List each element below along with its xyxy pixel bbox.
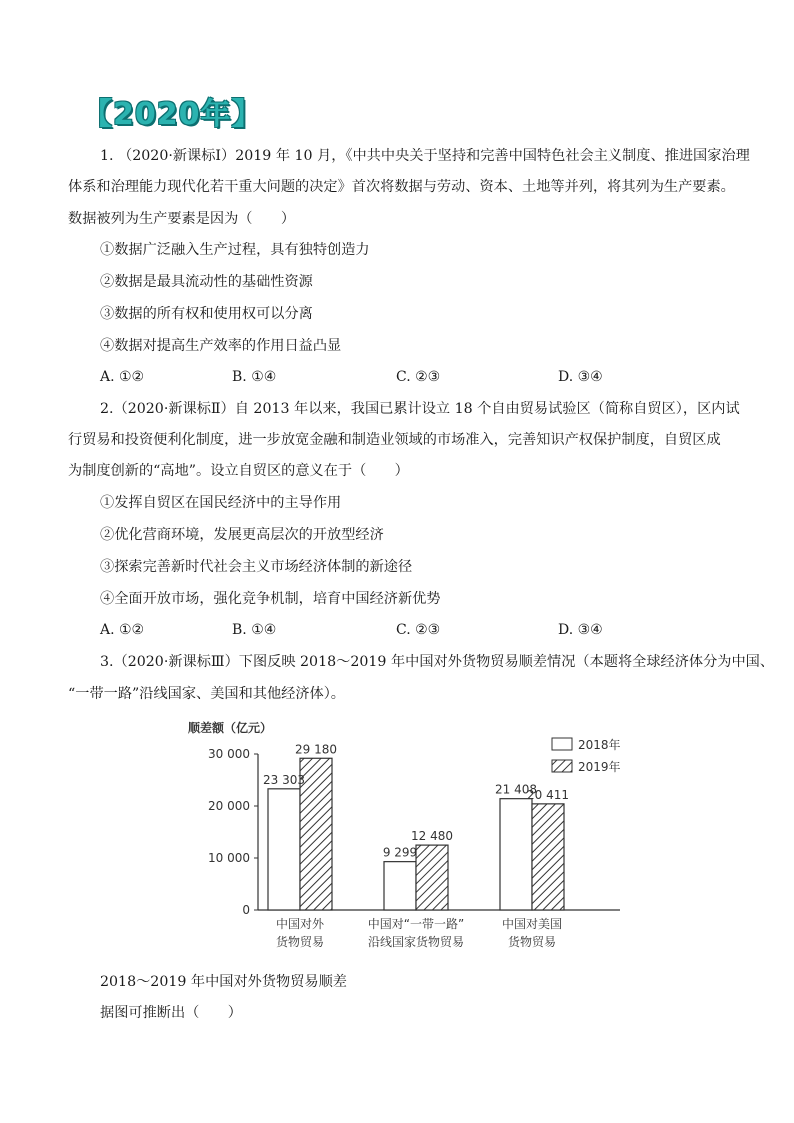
x-category-label: 中国对美国 [501, 917, 563, 931]
bar-value-label: 23 303 [263, 772, 305, 787]
bar-2018-group-2 [384, 862, 416, 910]
x-category-label: 沿线国家货物贸易 [367, 935, 465, 949]
q1-option-c: C. ②③ [396, 369, 441, 385]
bar-value-label: 29 180 [295, 742, 337, 757]
q1-item-2: ②数据是最具流动性的基础性资源 [100, 274, 313, 290]
q2-stem-line-1: 2.（2020·新课标Ⅱ）自 2013 年以来，我国已累计设立 18 个自由贸易试验区（简称自贸区），区内试 [100, 401, 740, 417]
chart-caption: 2018～2019 年中国对外货物贸易顺差 [100, 974, 347, 990]
q1-option-a: A. ①② [100, 369, 145, 385]
q1-option-d: D. ③④ [558, 369, 603, 385]
q2-option-c: C. ②③ [396, 622, 441, 638]
bar-2019-group-2 [416, 845, 448, 910]
bar-value-label: 9 299 [382, 845, 418, 860]
bar-value-label: 21 408 [495, 782, 537, 797]
q1-stem-line-3: 数据被列为生产要素是因为（ ） [68, 211, 296, 227]
bar-2018-group-3 [500, 799, 532, 910]
y-tick-label: 20 000 [208, 799, 250, 813]
legend-swatch [552, 760, 572, 772]
q1-item-4: ④数据对提高生产效率的作用日益凸显 [100, 338, 342, 354]
q1-item-1: ①数据广泛融入生产过程，具有独特创造力 [100, 242, 370, 258]
q2-option-b: B. ①④ [232, 622, 277, 638]
x-category-label: 中国对外 [275, 917, 325, 931]
q3-prompt: 据图可推断出（ ） [100, 1005, 242, 1021]
q2-option-d: D. ③④ [558, 622, 603, 638]
legend-label: 2018年 [578, 738, 621, 752]
q1-stem-line-1: 1. （2020·新课标Ⅰ）2019 年 10 月，《中共中央关于坚持和完善中国特色社会主义制度、推进国家治理 [100, 148, 750, 164]
bar-value-label: 12 480 [411, 829, 453, 844]
q2-option-a: A. ①② [100, 622, 145, 638]
y-tick-label: 0 [242, 903, 250, 917]
q2-item-3: ③探索完善新时代社会主义市场经济体制的新途径 [100, 559, 413, 575]
q2-item-4: ④全面开放市场，强化竞争机制，培育中国经济新优势 [100, 591, 441, 607]
bar-value-label: 20 411 [527, 787, 569, 802]
q2-stem-line-2: 行贸易和投资便利化制度，进一步放宽金融和制造业领域的市场准入，完善知识产权保护制度，自贸区成 [68, 432, 721, 448]
bar-2019-group-3 [532, 804, 564, 910]
q2-stem-line-3: 为制度创新的“高地”。设立自贸区的意义在于（ ） [68, 463, 409, 479]
trade-surplus-bar-chart [180, 712, 640, 962]
y-tick-label: 10 000 [208, 851, 250, 865]
legend-swatch [552, 738, 572, 750]
q1-stem-line-2: 体系和治理能力现代化若干重大问题的决定》首次将数据与劳动、资本、土地等并列，将其列为生产要素。 [68, 179, 735, 195]
q3-stem-line-1: 3.（2020·新课标Ⅲ）下图反映 2018～2019 年中国对外货物贸易顺差情况（本题将全球经济体分为中国、 [100, 654, 775, 670]
x-category-label: 货物贸易 [275, 935, 325, 949]
q2-item-2: ②优化营商环境，发展更高层次的开放型经济 [100, 527, 384, 543]
bar-2018-group-1 [268, 789, 300, 910]
x-category-label: 中国对“一带一路” [367, 917, 465, 931]
q3-stem-line-2: “一带一路”沿线国家、美国和其他经济体）。 [68, 686, 345, 702]
x-category-label: 货物贸易 [507, 935, 557, 949]
year-badge: 【2020年】 [82, 97, 263, 132]
q1-item-3: ③数据的所有权和使用权可以分离 [100, 306, 313, 322]
q2-item-1: ①发挥自贸区在国民经济中的主导作用 [100, 495, 342, 511]
y-axis-label: 顺差额（亿元） [188, 721, 273, 735]
legend-label: 2019年 [578, 760, 621, 774]
y-tick-label: 30 000 [208, 747, 250, 761]
q1-option-b: B. ①④ [232, 369, 277, 385]
